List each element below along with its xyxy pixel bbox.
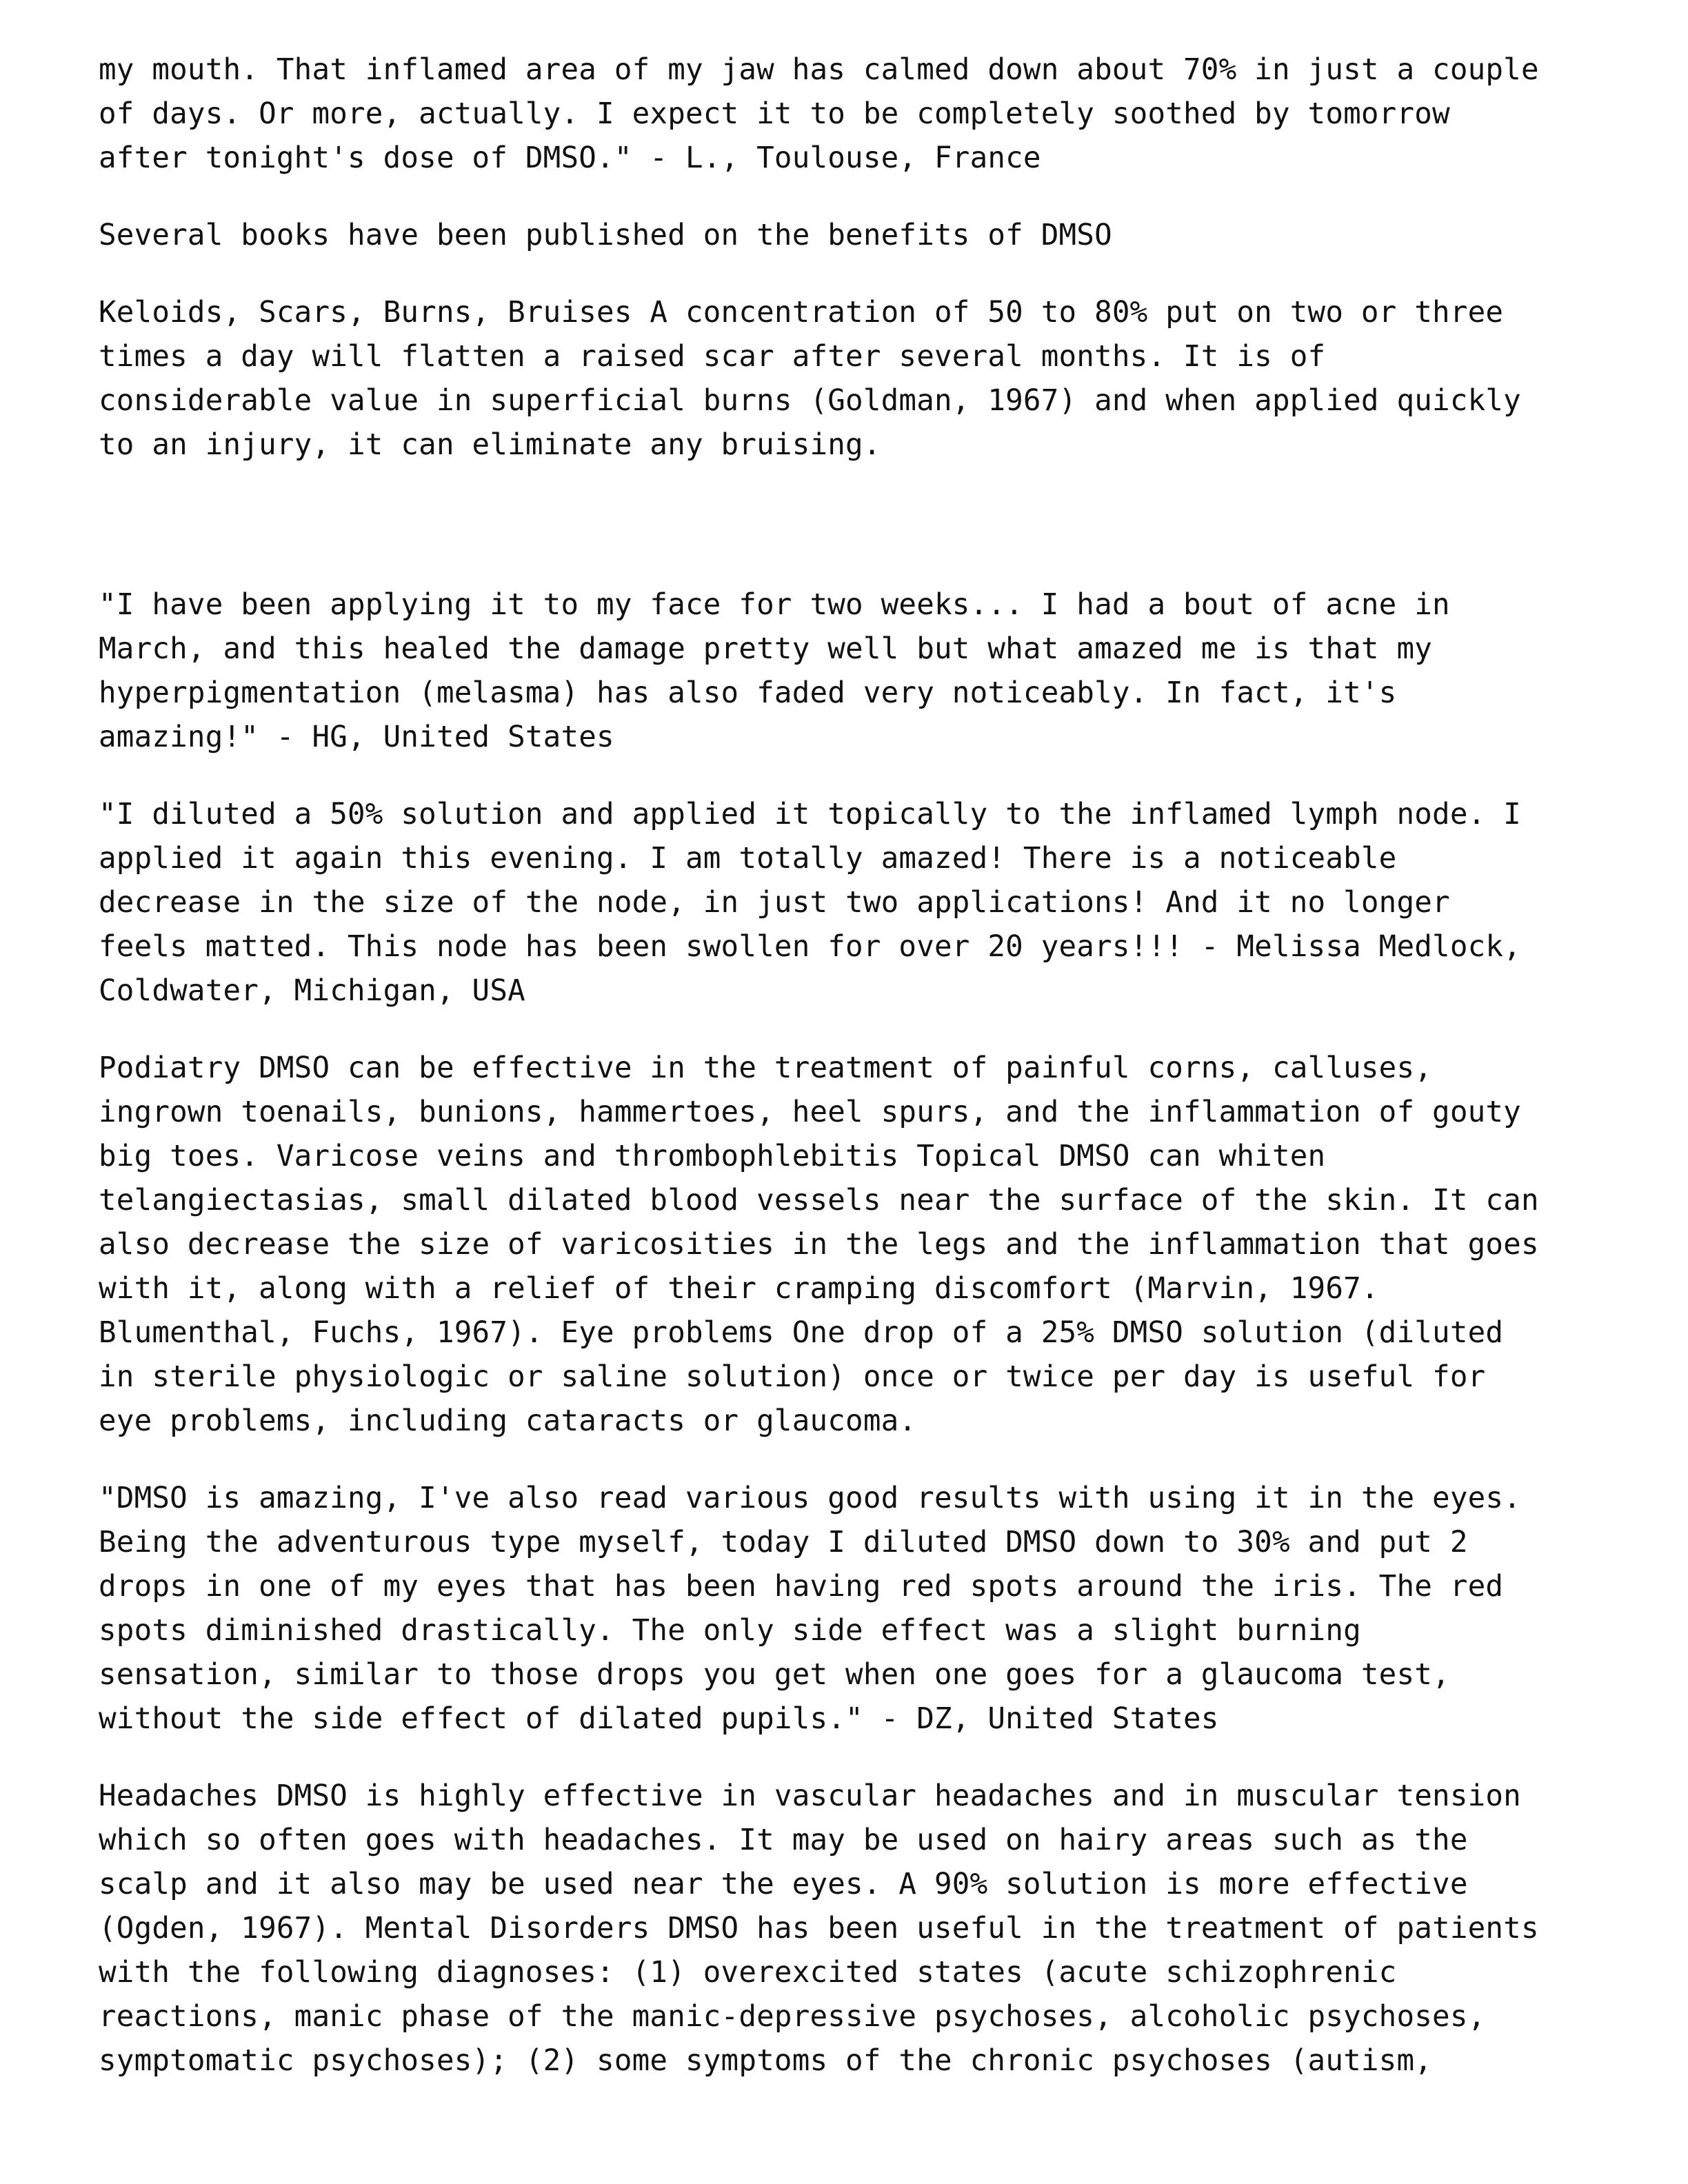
text-line: after tonight's dose of DMSO." - L., Toulouse, France bbox=[99, 141, 1041, 175]
text-line: March, and this healed the damage pretty well but what amazed me is that my bbox=[99, 632, 1433, 666]
text-line: hyperpigmentation (melasma) has also faded very noticeably. In fact, it's bbox=[99, 676, 1397, 710]
text-line: amazing!" - HG, United States bbox=[99, 720, 614, 754]
testimonial-toulouse bbox=[99, 48, 1643, 181]
keloids-scars-section bbox=[99, 291, 1643, 467]
text-line: symptomatic psychoses); (2) some symptoms of the chronic psychoses (autism, bbox=[99, 2044, 1433, 2078]
text-line: my mouth. That inflamed area of my jaw has calmed down about 70% in just a couple bbox=[99, 53, 1539, 87]
text-line: Podiatry DMSO can be effective in the treatment of painful corns, calluses, bbox=[99, 1051, 1433, 1085]
text-line: Keloids, Scars, Burns, Bruises A concentration of 50 to 80% put on two or three bbox=[99, 296, 1504, 330]
blank-space bbox=[99, 501, 1643, 583]
text-line: in sterile physiologic or saline solution) once or twice per day is useful for bbox=[99, 1360, 1486, 1394]
text-line: (Ogden, 1967). Mental Disorders DMSO has been useful in the treatment of patients bbox=[99, 1912, 1539, 1945]
text-line: Several books have been published on the benefits of DMSO bbox=[99, 219, 1112, 252]
books-note bbox=[99, 214, 1643, 258]
text-line: big toes. Varicose veins and thrombophlebitis Topical DMSO can whiten bbox=[99, 1140, 1326, 1173]
text-line: feels matted. This node has been swollen for over 20 years!!! - Melissa Medlock, bbox=[99, 930, 1521, 964]
text-line: reactions, manic phase of the manic-depressive psychoses, alcoholic psychoses, bbox=[99, 2000, 1486, 2034]
headaches-mental-disorders-section bbox=[99, 1775, 1643, 2083]
testimonial-dz bbox=[99, 1477, 1643, 1741]
text-line: decrease in the size of the node, in just two applications! And it no longer bbox=[99, 886, 1450, 920]
text-line: of days. Or more, actually. I expect it to be completely soothed by tomorrow bbox=[99, 97, 1450, 131]
text-line: drops in one of my eyes that has been having red spots around the iris. The red bbox=[99, 1570, 1504, 1604]
text-line: spots diminished drastically. The only side effect was a slight burning bbox=[99, 1614, 1361, 1648]
podiatry-varicose-eye-section bbox=[99, 1046, 1643, 1444]
text-line: Being the adventurous type myself, today I diluted DMSO down to 30% and put 2 bbox=[99, 1526, 1468, 1559]
text-line: Headaches DMSO is highly effective in vascular headaches and in muscular tension bbox=[99, 1779, 1521, 1813]
text-line: scalp and it also may be used near the eyes. A 90% solution is more effective bbox=[99, 1868, 1468, 1901]
text-line: with the following diagnoses: (1) overexcited states (acute schizophrenic bbox=[99, 1956, 1397, 1990]
testimonial-medlock bbox=[99, 793, 1643, 1013]
document-page bbox=[99, 48, 1643, 2116]
text-line: applied it again this evening. I am totally amazed! There is a noticeable bbox=[99, 842, 1397, 876]
text-line: "I diluted a 50% solution and applied it topically to the inflamed lymph node. I bbox=[99, 798, 1521, 831]
text-line: to an injury, it can eliminate any bruising. bbox=[99, 428, 881, 462]
text-line: Coldwater, Michigan, USA bbox=[99, 974, 525, 1008]
text-line: also decrease the size of varicosities in the legs and the inflammation that goes bbox=[99, 1228, 1539, 1262]
text-line: without the side effect of dilated pupils." - DZ, United States bbox=[99, 1702, 1219, 1736]
text-line: "DMSO is amazing, I've also read various good results with using it in the eyes. bbox=[99, 1482, 1521, 1515]
text-line: considerable value in superficial burns (Goldman, 1967) and when applied quickly bbox=[99, 384, 1521, 418]
text-line: Blumenthal, Fuchs, 1967). Eye problems One drop of a 25% DMSO solution (diluted bbox=[99, 1316, 1504, 1350]
testimonial-hg bbox=[99, 583, 1643, 760]
text-line: with it, along with a relief of their cramping discomfort (Marvin, 1967. bbox=[99, 1272, 1379, 1306]
text-line: ingrown toenails, bunions, hammertoes, heel spurs, and the inflammation of gouty bbox=[99, 1095, 1521, 1129]
text-line: sensation, similar to those drops you get when one goes for a glaucoma test, bbox=[99, 1658, 1450, 1692]
text-line: eye problems, including cataracts or glaucoma. bbox=[99, 1404, 917, 1438]
text-line: times a day will flatten a raised scar after several months. It is of bbox=[99, 340, 1326, 374]
text-line: telangiectasias, small dilated blood vessels near the surface of the skin. It can bbox=[99, 1184, 1539, 1217]
text-line: "I have been applying it to my face for two weeks... I had a bout of acne in bbox=[99, 588, 1450, 622]
text-line: which so often goes with headaches. It may be used on hairy areas such as the bbox=[99, 1823, 1468, 1857]
